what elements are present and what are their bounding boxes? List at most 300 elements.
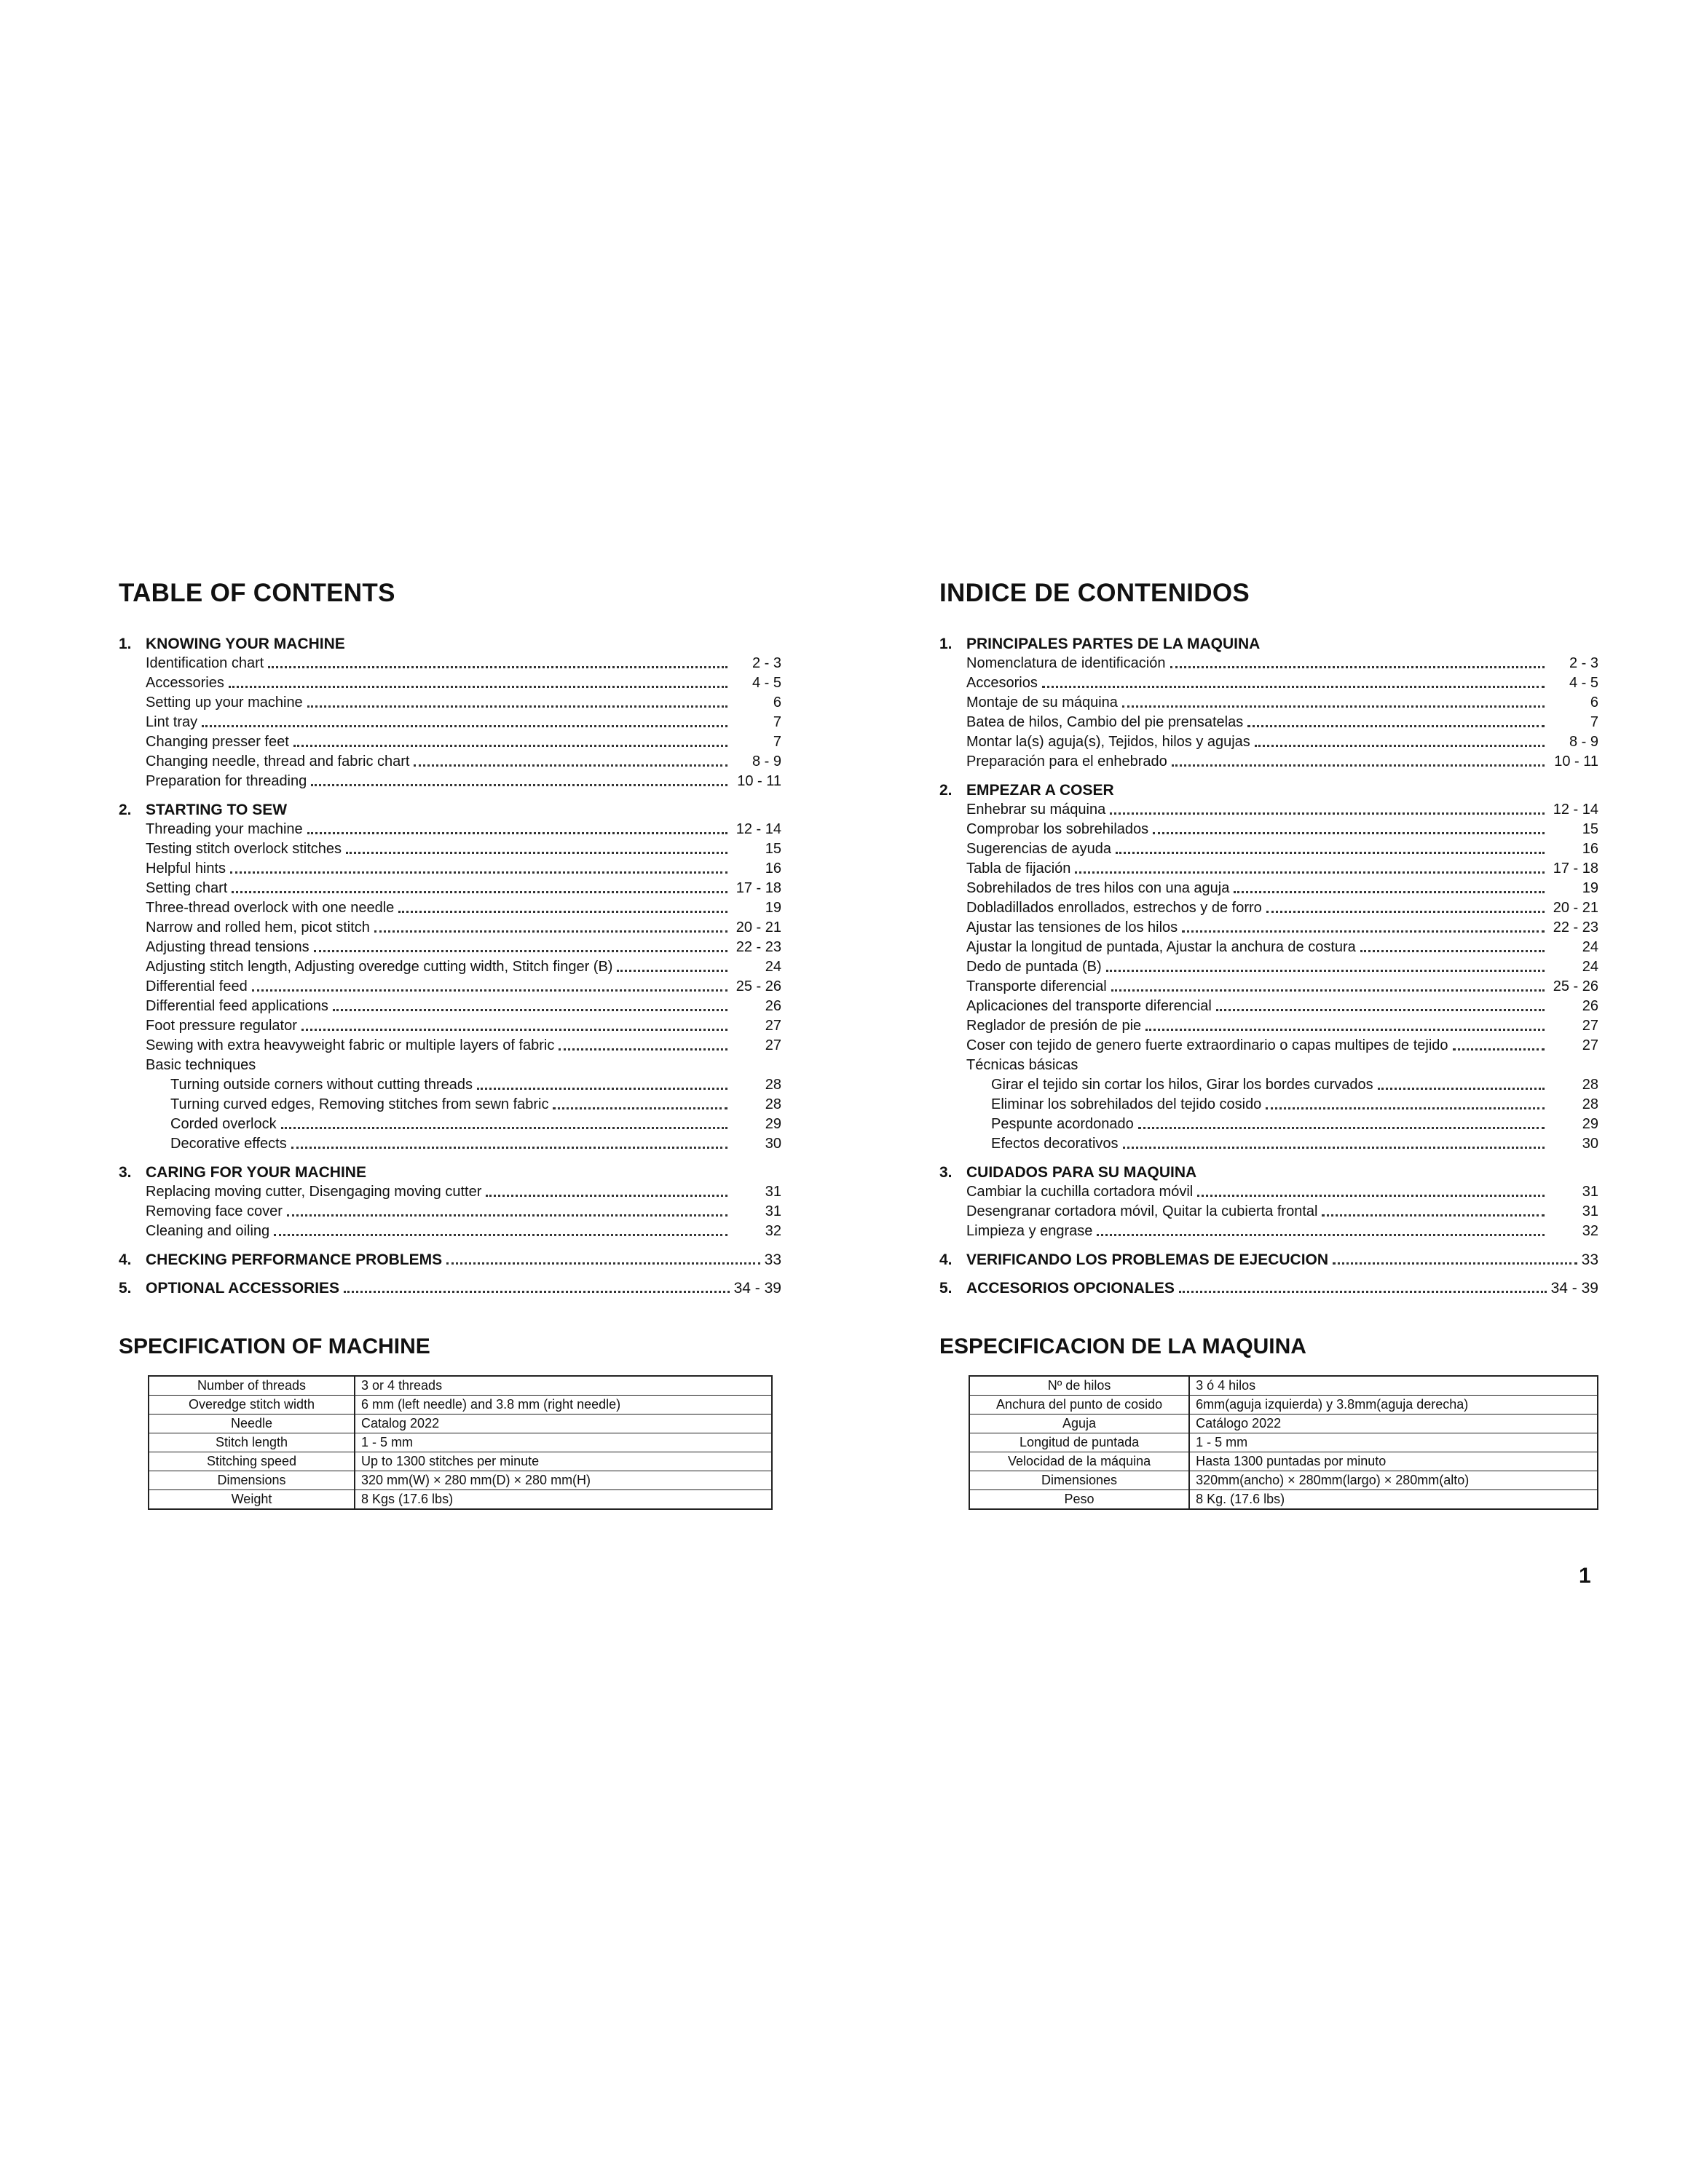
entry-title: Removing face cover [146, 1203, 283, 1219]
dot-leader [252, 989, 727, 992]
toc-title-english: TABLE OF CONTENTS [119, 579, 395, 607]
entry-title: Eliminar los sobrehilados del tejido cosido [991, 1096, 1262, 1112]
dot-leader [414, 764, 727, 767]
toc-entry [146, 918, 781, 938]
section-heading [939, 1250, 1598, 1270]
entry-title: Girar el tejido sin cortar los hilos, Girar los bordes curvados [991, 1077, 1373, 1093]
spec-label: Dimensiones [969, 1471, 1189, 1490]
dot-leader [311, 784, 727, 786]
entry-page: 20 - 21 [1553, 900, 1598, 916]
entry-page: 17 - 18 [1553, 860, 1598, 877]
spec-row [149, 1376, 772, 1396]
entry-title: Coser con tejido de genero fuerte extraordinario o capas multipes de tejido [966, 1037, 1448, 1053]
section-heading [119, 800, 781, 820]
spec-row [969, 1471, 1598, 1490]
entry-page: 29 [1582, 1116, 1598, 1132]
spec-row [969, 1396, 1598, 1415]
dot-leader [1106, 970, 1545, 972]
toc-entry [146, 859, 781, 879]
toc-entry [966, 1075, 1598, 1095]
spec-value: 6 mm (left needle) and 3.8 mm (right needle) [355, 1396, 772, 1415]
spec-label: Dimensions [149, 1471, 355, 1490]
entry-title: Desengranar cortadora móvil, Quitar la cubierta frontal [966, 1203, 1318, 1219]
spec-row [149, 1415, 772, 1433]
dot-leader [1234, 891, 1545, 893]
toc-entry [966, 898, 1598, 918]
page-number: 1 [1579, 1564, 1591, 1588]
entry-title: Enhebrar su máquina [966, 802, 1106, 818]
entry-title: Preparación para el enhebrado [966, 753, 1167, 769]
entry-page: 28 [765, 1077, 781, 1093]
toc-entry [146, 1056, 781, 1075]
dot-leader [617, 970, 727, 972]
dot-leader [398, 911, 727, 913]
toc-spanish [939, 579, 1598, 1510]
dot-leader [1266, 911, 1545, 913]
spec-value: 3 ó 4 hilos [1189, 1376, 1598, 1396]
dot-leader [344, 1278, 730, 1293]
entry-title: Decorative effects [170, 1136, 287, 1152]
section-title: OPTIONAL ACCESSORIES [146, 1280, 340, 1297]
dot-leader [1255, 745, 1545, 747]
entry-title: Transporte diferencial [966, 978, 1107, 994]
section-heading [939, 634, 1598, 654]
toc-entry [966, 1056, 1598, 1075]
toc-entry [966, 673, 1598, 693]
spec-value: Hasta 1300 puntadas por minuto [1189, 1452, 1598, 1471]
dot-leader [301, 1029, 727, 1031]
toc-section [939, 1278, 1598, 1298]
toc-entry [146, 839, 781, 859]
toc-entry [146, 977, 781, 997]
dot-leader [333, 1009, 727, 1011]
toc-entry [146, 957, 781, 977]
dot-leader [268, 666, 727, 668]
spec-label: Weight [149, 1490, 355, 1510]
dot-leader [1453, 1048, 1545, 1051]
toc-entry [966, 879, 1598, 898]
entry-page: 12 - 14 [1553, 802, 1598, 818]
section-title: VERIFICANDO LOS PROBLEMAS DE EJECUCION [966, 1251, 1329, 1268]
toc-entry [146, 820, 781, 839]
spec-value: Catálogo 2022 [1189, 1415, 1598, 1433]
entry-title: Montaje de su máquina [966, 695, 1118, 711]
toc-entry [966, 918, 1598, 938]
spec-value: 1 - 5 mm [1189, 1433, 1598, 1452]
toc-section [939, 780, 1598, 1154]
spec-value: 6mm(aguja izquierda) y 3.8mm(aguja derecha) [1189, 1396, 1598, 1415]
entry-title: Accessories [146, 675, 224, 691]
dot-leader [1182, 930, 1545, 933]
spec-table-spanish [969, 1375, 1598, 1510]
entry-title: Turning curved edges, Removing stitches from sewn fabric [170, 1096, 549, 1112]
entry-page: 17 - 18 [735, 880, 781, 896]
entry-page: 25 - 26 [735, 978, 781, 994]
toc-entry [146, 673, 781, 693]
entry-page: 25 - 26 [1553, 978, 1598, 994]
spec-row [149, 1471, 772, 1490]
spec-label: Velocidad de la máquina [969, 1452, 1189, 1471]
dot-leader [1197, 1195, 1545, 1197]
toc-entry [966, 654, 1598, 673]
section-title: CHECKING PERFORMANCE PROBLEMS [146, 1251, 443, 1268]
dot-leader [281, 1127, 727, 1129]
dot-leader [346, 852, 727, 854]
toc-entry [146, 1016, 781, 1036]
toc-entry [966, 713, 1598, 732]
toc-entry [146, 752, 781, 772]
spec-row [969, 1452, 1598, 1471]
dot-leader [1216, 1009, 1545, 1011]
toc-section [939, 1163, 1598, 1241]
spec-title-spanish: ESPECIFICACION DE LA MAQUINA [939, 1334, 1306, 1358]
toc-english [119, 579, 781, 1510]
entry-title: Tabla de fijación [966, 860, 1071, 877]
entry-page: 24 [1582, 959, 1598, 975]
entry-page: 10 - 11 [737, 773, 781, 789]
spec-value: Catalog 2022 [355, 1415, 772, 1433]
entry-page: 20 - 21 [735, 919, 781, 935]
entry-page: 31 [765, 1184, 781, 1200]
entry-page: 28 [1582, 1096, 1598, 1112]
dot-leader [559, 1048, 727, 1051]
entry-title: Ajustar la longitud de puntada, Ajustar la anchura de costura [966, 939, 1356, 955]
section-title: CUIDADOS PARA SU MAQUINA [966, 1164, 1197, 1181]
entry-title: Sugerencias de ayuda [966, 841, 1112, 857]
spec-value: 1 - 5 mm [355, 1433, 772, 1452]
entry-page: 31 [765, 1203, 781, 1219]
entry-page: 22 - 23 [735, 939, 781, 955]
entry-title: Batea de hilos, Cambio del pie prensatelas [966, 714, 1244, 730]
toc-entry [966, 1222, 1598, 1241]
entry-title: Helpful hints [146, 860, 226, 877]
toc-entry [966, 859, 1598, 879]
spec-label: Anchura del punto de cosido [969, 1396, 1189, 1415]
dot-leader [1111, 989, 1545, 992]
section-number: 3. [119, 1164, 132, 1181]
toc-section [119, 800, 781, 1154]
spec-label: Peso [969, 1490, 1189, 1510]
entry-title: Sobrehilados de tres hilos con una aguja [966, 880, 1230, 896]
dot-leader [232, 891, 727, 893]
dot-leader [1122, 705, 1545, 708]
toc-entry [966, 800, 1598, 820]
entry-title: Adjusting thread tensions [146, 939, 309, 955]
entry-list [966, 800, 1598, 1154]
section-heading [939, 780, 1598, 800]
entry-page: 10 - 11 [1554, 753, 1598, 769]
section-number: 2. [119, 802, 132, 818]
entry-title: Differential feed [146, 978, 248, 994]
section-number: 4. [939, 1251, 953, 1268]
entry-title: Reglador de presión de pie [966, 1018, 1142, 1034]
toc-entry [146, 1182, 781, 1202]
entry-page: 16 [1582, 841, 1598, 857]
dot-leader [287, 1214, 727, 1216]
entry-page: 15 [1582, 821, 1598, 837]
entry-title: Corded overlock [170, 1116, 277, 1132]
entry-list [966, 1182, 1598, 1241]
dot-leader [1042, 686, 1545, 688]
section-number: 1. [119, 636, 132, 652]
entry-page: 7 [773, 734, 781, 750]
spec-value: 320 mm(W) × 280 mm(D) × 280 mm(H) [355, 1471, 772, 1490]
dot-leader [1075, 871, 1545, 874]
toc-title-spanish: INDICE DE CONTENIDOS [939, 579, 1250, 607]
spec-value: 3 or 4 threads [355, 1376, 772, 1396]
toc-entry [966, 839, 1598, 859]
entry-title: Setting chart [146, 880, 228, 896]
dot-leader [1145, 1029, 1545, 1031]
toc-entry [146, 713, 781, 732]
entry-page: 6 [773, 695, 781, 711]
entry-page: 7 [1590, 714, 1598, 730]
entry-page: 32 [1582, 1223, 1598, 1239]
spec-value: Up to 1300 stitches per minute [355, 1452, 772, 1471]
section-number: 5. [119, 1280, 132, 1297]
entry-page: 4 - 5 [752, 675, 781, 691]
entry-page: 27 [765, 1037, 781, 1053]
dot-leader [1360, 950, 1545, 952]
dot-leader [374, 930, 727, 933]
toc-entry [966, 1036, 1598, 1056]
spec-row [969, 1415, 1598, 1433]
entry-title: Changing needle, thread and fabric chart [146, 753, 410, 769]
entry-page: 8 - 9 [752, 753, 781, 769]
entry-page: 2 - 3 [1569, 655, 1598, 671]
toc-entry [966, 1202, 1598, 1222]
entry-page: 7 [773, 714, 781, 730]
toc-section [119, 1163, 781, 1241]
section-number: 3. [939, 1164, 953, 1181]
spec-row [149, 1452, 772, 1471]
section-title: KNOWING YOUR MACHINE [146, 636, 345, 652]
section-heading [119, 1278, 781, 1298]
entry-title: Accesorios [966, 675, 1038, 691]
entry-title: Técnicas básicas [966, 1057, 1078, 1073]
spec-label: Stitch length [149, 1433, 355, 1452]
spec-title-english: SPECIFICATION OF MACHINE [119, 1334, 430, 1358]
spec-label: Stitching speed [149, 1452, 355, 1471]
spec-table-english [148, 1375, 773, 1510]
entry-title: Dobladillados enrollados, estrechos y de forro [966, 900, 1262, 916]
toc-entry [146, 693, 781, 713]
entry-page: 26 [765, 998, 781, 1014]
entry-page: 31 [1582, 1184, 1598, 1200]
spec-label: Longitud de puntada [969, 1433, 1189, 1452]
entry-title: Montar la(s) aguja(s), Tejidos, hilos y agujas [966, 734, 1250, 750]
spec-label: Aguja [969, 1415, 1189, 1433]
entry-title: Limpieza y engrase [966, 1223, 1093, 1239]
entry-page: 29 [765, 1116, 781, 1132]
toc-section [119, 1278, 781, 1298]
toc-entry [146, 1202, 781, 1222]
section-number: 4. [119, 1251, 132, 1268]
toc-entry [146, 997, 781, 1016]
entry-list [966, 654, 1598, 772]
dot-leader [1170, 666, 1545, 668]
entry-page: 30 [1582, 1136, 1598, 1152]
toc-entry [966, 693, 1598, 713]
section-heading [119, 1163, 781, 1182]
entry-page: 24 [1582, 939, 1598, 955]
entry-title: Cambiar la cuchilla cortadora móvil [966, 1184, 1194, 1200]
entry-page: 6 [1590, 695, 1598, 711]
toc-entry [966, 1134, 1598, 1154]
dot-leader [1179, 1278, 1547, 1293]
dot-leader [1153, 832, 1545, 834]
dot-leader [446, 1250, 760, 1265]
entry-page: 27 [1582, 1018, 1598, 1034]
section-page: 33 [1581, 1251, 1598, 1268]
entry-page: 28 [765, 1096, 781, 1112]
toc-entry [146, 1115, 781, 1134]
toc-entry [966, 997, 1598, 1016]
dot-leader [1097, 1234, 1545, 1236]
toc-sections [119, 634, 781, 1298]
entry-title: Setting up your machine [146, 695, 303, 711]
spec-label: Overedge stitch width [149, 1396, 355, 1415]
spec-row [149, 1490, 772, 1510]
dot-leader [1333, 1250, 1577, 1265]
entry-title: Testing stitch overlock stitches [146, 841, 342, 857]
entry-title: Adjusting stitch length, Adjusting overedge cutting width, Stitch finger (B) [146, 959, 613, 975]
entry-title: Dedo de puntada (B) [966, 959, 1102, 975]
section-title: PRINCIPALES PARTES DE LA MAQUINA [966, 636, 1261, 652]
section-title: ACCESORIOS OPCIONALES [966, 1280, 1175, 1297]
entry-page: 30 [765, 1136, 781, 1152]
dot-leader [1123, 1147, 1545, 1149]
dot-leader [1110, 812, 1545, 815]
section-number: 5. [939, 1280, 953, 1297]
section-title: STARTING TO SEW [146, 802, 288, 818]
toc-entry [146, 732, 781, 752]
entry-page: 31 [1582, 1203, 1598, 1219]
toc-entry [966, 1115, 1598, 1134]
dot-leader [291, 1147, 727, 1149]
entry-title: Efectos decorativos [991, 1136, 1119, 1152]
toc-entry [146, 1095, 781, 1115]
dot-leader [307, 832, 727, 834]
entry-page: 32 [765, 1223, 781, 1239]
spec-row [149, 1396, 772, 1415]
entry-page: 12 - 14 [735, 821, 781, 837]
spec-row [969, 1376, 1598, 1396]
toc-entry [966, 732, 1598, 752]
toc-entry [146, 654, 781, 673]
entry-page: 28 [1582, 1077, 1598, 1093]
entry-title: Sewing with extra heavyweight fabric or multiple layers of fabric [146, 1037, 555, 1053]
toc-entry [146, 879, 781, 898]
toc-entry [146, 1222, 781, 1241]
toc-entry [966, 1016, 1598, 1036]
toc-entry [146, 1036, 781, 1056]
entry-title: Basic techniques [146, 1057, 256, 1073]
entry-page: 27 [1582, 1037, 1598, 1053]
toc-sections [939, 634, 1598, 1298]
dot-leader [274, 1234, 727, 1236]
entry-page: 15 [765, 841, 781, 857]
section-heading [119, 1250, 781, 1270]
spec-row [149, 1433, 772, 1452]
dot-leader [1138, 1127, 1545, 1129]
entry-title: Ajustar las tensiones de los hilos [966, 919, 1178, 935]
toc-entry [966, 1095, 1598, 1115]
section-number: 1. [939, 636, 953, 652]
section-title: CARING FOR YOUR MACHINE [146, 1164, 366, 1181]
entry-page: 19 [1582, 880, 1598, 896]
toc-entry [966, 957, 1598, 977]
spec-value: 8 Kgs (17.6 lbs) [355, 1490, 772, 1510]
entry-title: Aplicaciones del transporte diferencial [966, 998, 1212, 1014]
toc-entry [966, 820, 1598, 839]
toc-entry [966, 977, 1598, 997]
entry-page: 27 [765, 1018, 781, 1034]
dot-leader [486, 1195, 727, 1197]
dot-leader [477, 1088, 727, 1090]
entry-title: Cleaning and oiling [146, 1223, 270, 1239]
spec-label: Number of threads [149, 1376, 355, 1396]
entry-title: Replacing moving cutter, Disengaging moving cutter [146, 1184, 482, 1200]
spec-row [969, 1433, 1598, 1452]
section-number: 2. [939, 782, 953, 799]
entry-title: Differential feed applications [146, 998, 328, 1014]
entry-page: 19 [765, 900, 781, 916]
entry-title: Lint tray [146, 714, 198, 730]
entry-title: Three-thread overlock with one needle [146, 900, 395, 916]
dot-leader [1378, 1088, 1545, 1090]
spec-value: 8 Kg. (17.6 lbs) [1189, 1490, 1598, 1510]
entry-title: Preparation for threading [146, 773, 307, 789]
toc-entry [966, 752, 1598, 772]
toc-entry [146, 898, 781, 918]
toc-entry [146, 1075, 781, 1095]
entry-title: Comprobar los sobrehilados [966, 821, 1149, 837]
entry-page: 24 [765, 959, 781, 975]
entry-title: Narrow and rolled hem, picot stitch [146, 919, 370, 935]
entry-title: Nomenclatura de identificación [966, 655, 1166, 671]
dot-leader [229, 686, 727, 688]
section-heading [119, 634, 781, 654]
entry-title: Turning outside corners without cutting threads [170, 1077, 473, 1093]
spec-row [969, 1490, 1598, 1510]
toc-section [939, 634, 1598, 772]
entry-list [146, 820, 781, 1154]
dot-leader [1322, 1214, 1545, 1216]
dot-leader [202, 725, 727, 727]
entry-title: Changing presser feet [146, 734, 289, 750]
dot-leader [1266, 1107, 1545, 1109]
entry-page: 26 [1582, 998, 1598, 1014]
dot-leader [1172, 764, 1545, 767]
toc-entry [146, 938, 781, 957]
toc-entry [146, 772, 781, 791]
dot-leader [293, 745, 727, 747]
dot-leader [314, 950, 727, 952]
entry-page: 2 - 3 [752, 655, 781, 671]
section-heading [939, 1278, 1598, 1298]
dot-leader [1247, 725, 1545, 727]
toc-entry [146, 1134, 781, 1154]
section-page: 33 [764, 1251, 781, 1268]
toc-entry [966, 938, 1598, 957]
spec-label: Needle [149, 1415, 355, 1433]
entry-title: Threading your machine [146, 821, 303, 837]
dot-leader [1116, 852, 1545, 854]
entry-title: Foot pressure regulator [146, 1018, 297, 1034]
entry-page: 16 [765, 860, 781, 877]
toc-entry [966, 1182, 1598, 1202]
